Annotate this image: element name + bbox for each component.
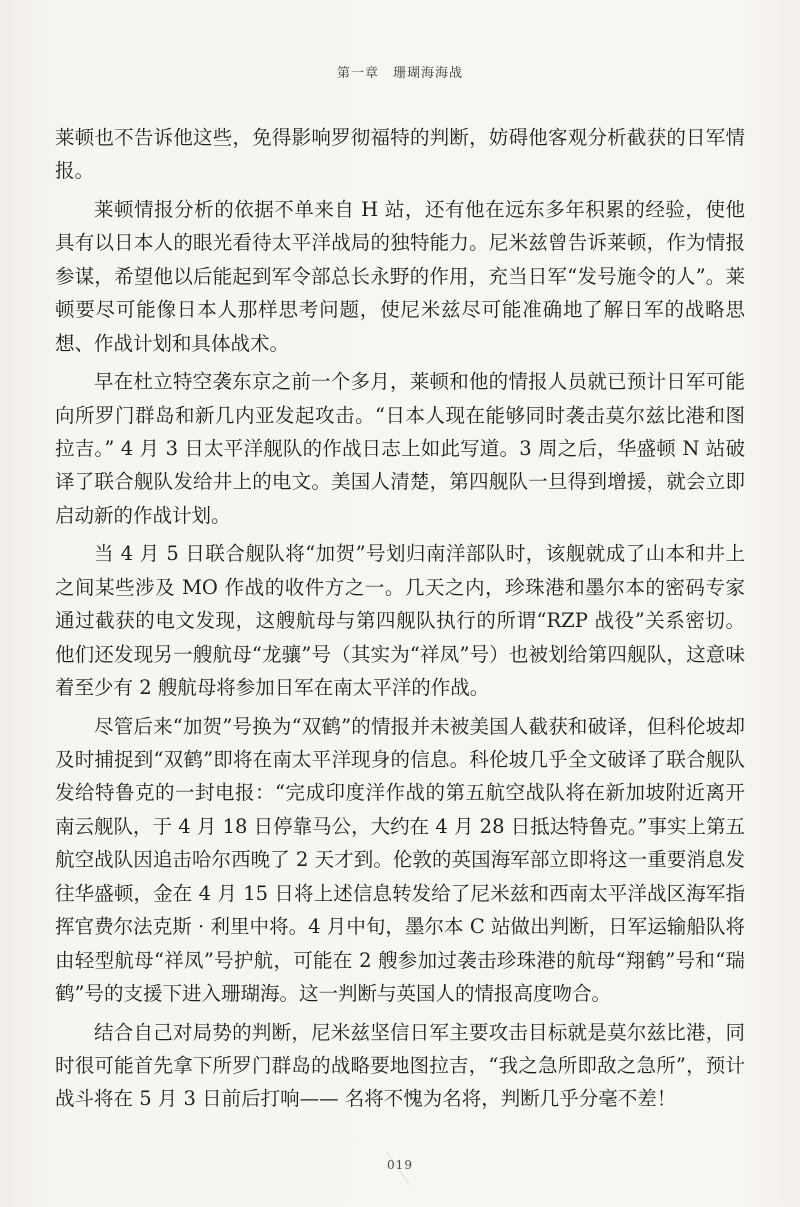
paragraph: 尽管后来“加贺”号换为“双鹤”的情报并未被美国人截获和破译，但科伦坡却及时捕捉到“双鹤”即将在南太平洋现身的信息。科伦坡几乎全文破译了联合舰队发给特鲁克的一封电报：“完成印度洋作战的第五航空战队将在新加坡附近离开南云舰队，于 4 月 18 日停靠马公，大约在 4 月 28 日抵达特鲁克。”事实上第五航空战队因追击哈尔西晚了 2 天才到。伦敦的英国海军部立即将这一重要消息发往华盛顿，金在 4 月 15 日将上述信息转发给了尼米兹和西南太平洋战区海军指挥官费尔法克斯 · 利里中将。4 月中旬，墨尔本 C 站做出判断，日军运输船队将由轻型航母“祥凤”号护航，可能在 2 艘参加过袭击珍珠港的航母“翔鹤”号和“瑞鹤”号的支援下进入珊瑚海。这一判断与英国人的情报高度吻合。 <box>55 714 745 1005</box>
paragraph: 当 4 月 5 日联合舰队将“加贺”号划归南洋部队时，该舰就成了山本和井上之间某些涉及 MO 作战的收件方之一。几天之内，珍珠港和墨尔本的密码专家通过截获的电文发现，这艘航母与第四舰队执行的所谓“RZP 战役”关系密切。他们还发现另一艘航母“龙骧”号（其实为“祥凤”号）也被划给第四舰队，这意味着至少有 2 艘航母将参加日军在南太平洋的作战。 <box>55 542 745 700</box>
running-header <box>0 62 800 81</box>
chapter-title: 珊瑚海海战 <box>393 66 464 81</box>
chapter-label: 第一章 <box>336 66 379 81</box>
paragraph: 莱顿情报分析的依据不单来自 H 站，还有他在远东多年积累的经验，使他具有以日本人的眼光看待太平洋战局的独特能力。尼米兹曾告诉莱顿，作为情报参谋，希望他以后能起到军令部总长永野的作用，充当日军“发号施令的人”。莱顿要尽可能像日本人那样思考问题，使尼米兹尽可能准确地了解日军的战略思想、作战计划和具体战术。 <box>55 198 745 355</box>
body-text <box>55 121 745 1121</box>
page-number: 019 <box>387 1158 413 1172</box>
paragraph: 莱顿也不告诉他这些，免得影响罗彻福特的判断，妨碍他客观分析截获的日军情报。 <box>55 126 745 183</box>
paragraph: 结合自己对局势的判断，尼米兹坚信日军主要攻击目标就是莫尔兹比港，同时很可能首先拿下所罗门群岛的战略要地图拉吉，“我之急所即敌之急所”，预计战斗将在 5 月 3 日前后打响—— 名将不愧为名将，判断几乎分毫不差！ <box>55 1020 745 1111</box>
paragraph: 早在杜立特空袭东京之前一个多月，莱顿和他的情报人员就已预计日军可能向所罗门群岛和新几内亚发起攻击。“日本人现在能够同时袭击莫尔兹比港和图拉吉。” 4 月 3 日太平洋舰队的作战日志上如此写道。3 周之后，华盛顿 N 站破译了联合舰队发给井上的电文。美国人清楚，第四舰队一旦得到增援，就会立即启动新的作战计划。 <box>55 370 745 527</box>
